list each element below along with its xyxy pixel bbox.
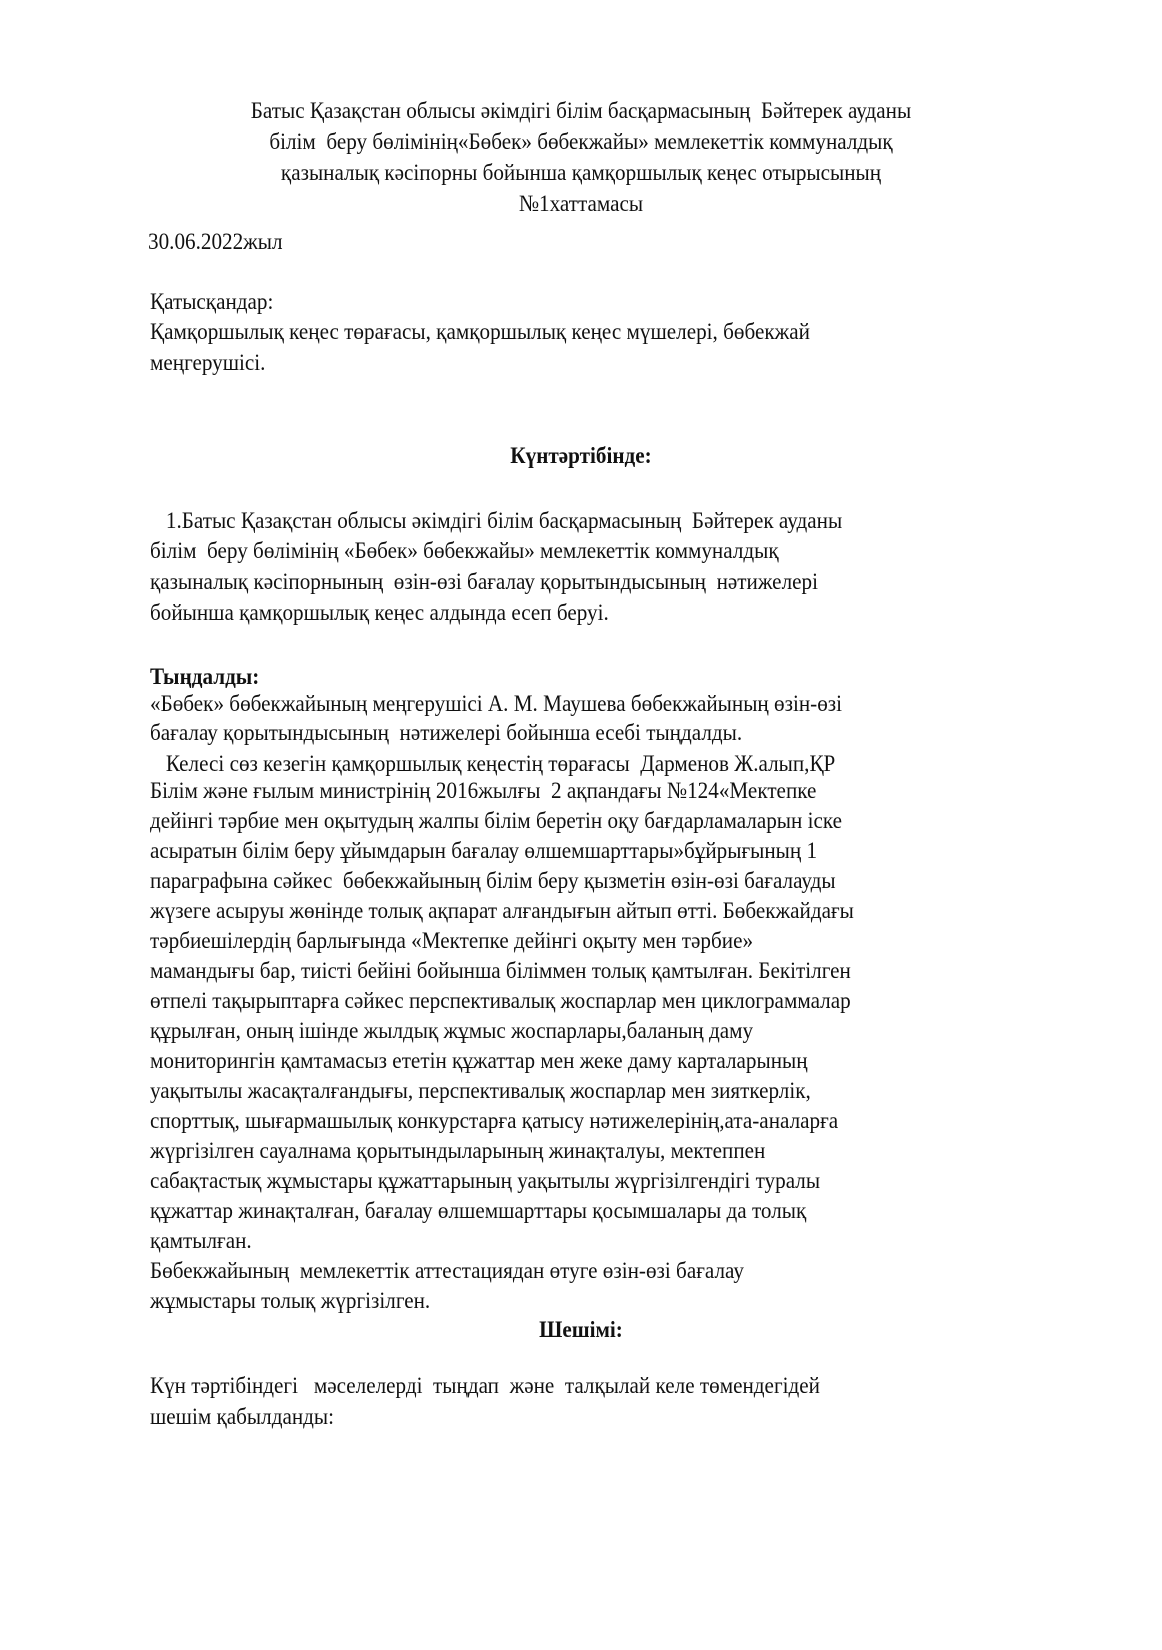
heard-line: мониторингін қамтамасыз ететін құжаттар мен жеке даму карталарының	[150, 1048, 808, 1074]
decision-line: шешім қабылданды:	[150, 1404, 335, 1430]
heard-line: қамтылған.	[150, 1228, 252, 1254]
title-line: №1хаттамасы	[518, 191, 644, 217]
participants-label: Қатысқандар:	[150, 289, 274, 315]
agenda-line: білім беру бөлімінің «Бөбек» бөбекжайы» мемлекеттік коммуналдық	[150, 538, 779, 564]
document-date: 30.06.2022жыл	[148, 229, 283, 255]
agenda-heading: Күнтәртібінде:	[510, 443, 652, 469]
heard-line: уақытылы жасақталғандығы, перспективалық жоспарлар мен зияткерлік,	[150, 1078, 811, 1104]
agenda-line: 1.Батыс Қазақстан облысы әкімдігі білім басқармасының Бәйтерек ауданы	[150, 508, 843, 534]
title-line: қазыналық кәсіпорны бойынша қамқоршылық кеңес отырысының	[280, 160, 882, 186]
heard-line: тәрбиешілердің барлығында «Мектепке дейінгі оқыту мен тәрбие»	[150, 928, 754, 954]
heard-line: құжаттар жинақталған, бағалау өлшемшарттары қосымшалары да толық	[150, 1198, 807, 1224]
heard-line: параграфына сәйкес бөбекжайының білім беру қызметін өзін-өзі бағалауды	[150, 868, 836, 894]
heard-line: сабақтастық жұмыстары құжаттарының уақытылы жүргізілгендігі туралы	[150, 1168, 821, 1194]
agenda-line: бойынша қамқоршылық кеңес алдында есеп беруі.	[150, 600, 609, 626]
heard-heading: Тыңдалды:	[150, 664, 260, 690]
title-line: білім беру бөлімінің«Бөбек» бөбекжайы» мемлекеттік коммуналдық	[269, 129, 893, 155]
heard-line: дейінгі тәрбие мен оқытудың жалпы білім беретін оқу бағдарламаларын іске	[150, 808, 843, 834]
decision-heading: Шешімі:	[539, 1317, 623, 1343]
heard-line: жүргізілген сауалнама қорытындыларының жинақталуы, мектеппен	[150, 1138, 766, 1164]
heard-line: Білім және ғылым министрінің 2016жылғы 2 ақпандағы №124«Мектепке	[150, 778, 817, 804]
heard-line: асыратын білім беру ұйымдарын бағалау өлшемшарттары»бұйрығының 1	[150, 838, 818, 864]
heard-line: бағалау қорытындысының нәтижелері бойынша есебі тыңдалды.	[150, 720, 743, 746]
participants-line: меңгерушісі.	[150, 350, 266, 376]
decision-line: Күн тәртібіндегі мәселелерді тыңдап және талқылай келе төмендегідей	[150, 1373, 820, 1399]
agenda-line: қазыналық кәсіпорнының өзін-өзі бағалау қорытындысының нәтижелері	[150, 569, 818, 595]
heard-line: өтпелі тақырыптарға сәйкес перспективалық жоспарлар мен циклограммалар	[150, 988, 851, 1014]
heard-line: жүзеге асыруы жөнінде толық ақпарат алғандығын айтып өтті. Бөбекжайдағы	[150, 898, 854, 924]
heard-line: мамандығы бар, тиісті бейіні бойынша біліммен толық қамтылған. Бекітілген	[150, 958, 851, 984]
heard-line: спорттық, шығармашылық конкурстарға қатысу нәтижелерінің,ата-аналарға	[150, 1108, 839, 1134]
heard-line: құрылған, оның ішінде жылдық жұмыс жоспарлары,баланың даму	[150, 1018, 754, 1044]
heard-line: «Бөбек» бөбекжайының меңгерушісі А. М. Маушева бөбекжайының өзін-өзі	[150, 691, 843, 717]
participants-line: Қамқоршылық кеңес төрағасы, қамқоршылық кеңес мүшелері, бөбекжай	[150, 319, 810, 345]
title-line: Батыс Қазақстан облысы әкімдігі білім басқармасының Бәйтерек ауданы	[250, 98, 912, 124]
heard-line: жұмыстары толық жүргізілген.	[150, 1288, 431, 1314]
heard-line: Келесі сөз кезегін қамқоршылық кеңестің төрағасы Дарменов Ж.алып,ҚР	[150, 751, 836, 777]
heard-line: Бөбекжайының мемлекеттік аттестациядан өтуге өзін-өзі бағалау	[150, 1258, 744, 1284]
